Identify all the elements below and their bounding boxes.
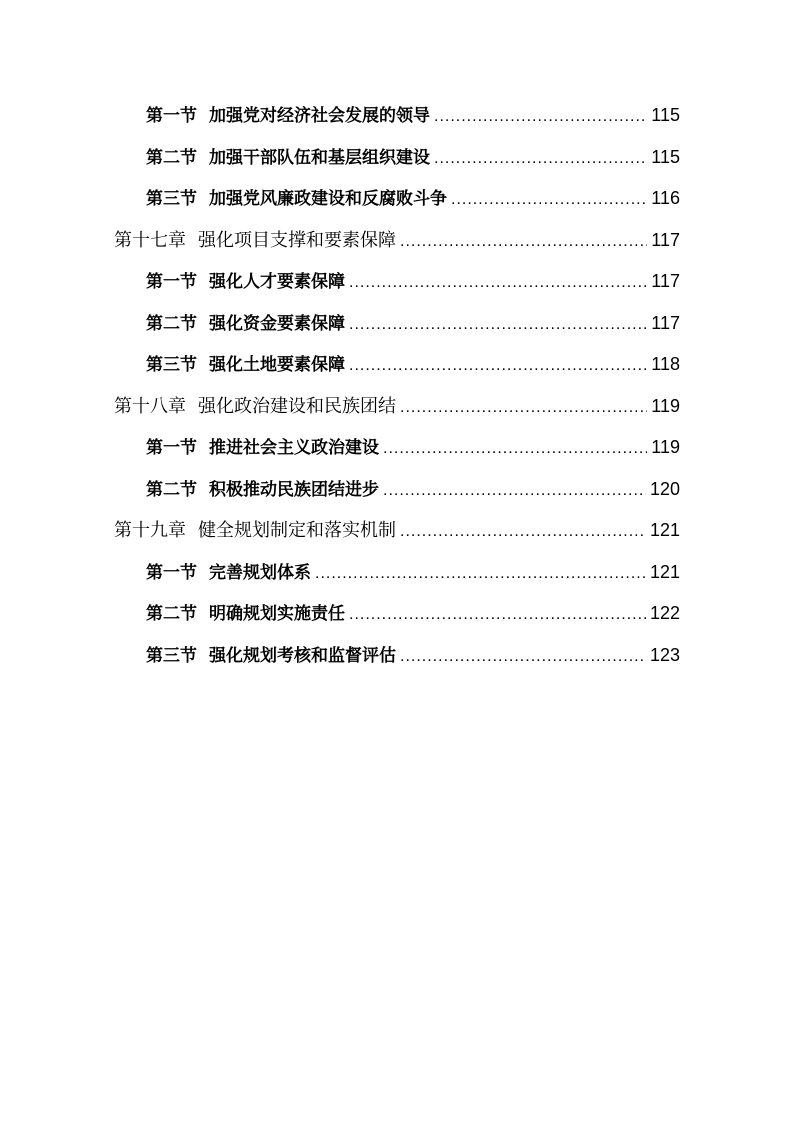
toc-entry-page: 115 <box>651 105 680 125</box>
toc-entry[interactable] <box>146 552 680 594</box>
toc-chapter-entry[interactable] <box>114 510 680 552</box>
toc-entry-title: 推进社会主义政治建设 <box>209 438 379 458</box>
toc-entry-page: 122 <box>649 603 680 623</box>
toc-entry-title: 强化资金要素保障 <box>209 313 345 334</box>
leader-dots <box>434 138 647 180</box>
toc-entry-number: 第三节 <box>146 189 197 209</box>
leader-dots <box>349 304 647 346</box>
toc-entry-number: 第十八章 <box>114 395 186 417</box>
toc-entry-title: 加强党风廉政建设和反腐败斗争 <box>209 189 447 209</box>
toc-entry-title: 强化规划考核和监督评估 <box>209 645 396 666</box>
toc-entry-title: 强化项目支撑和要素保障 <box>198 229 396 251</box>
leader-dots <box>349 262 647 304</box>
toc-entry-title: 强化土地要素保障 <box>209 355 345 375</box>
toc-entry-page: 120 <box>649 478 680 499</box>
toc-entry-title: 明确规划实施责任 <box>209 604 345 624</box>
toc-entry-page: 119 <box>651 395 680 416</box>
toc-entry-page: 117 <box>651 271 680 291</box>
toc-entry-page: 117 <box>651 312 680 333</box>
toc-entry-title: 加强干部队伍和基层组织建设 <box>209 147 430 168</box>
toc-entry-title: 强化人才要素保障 <box>209 272 345 292</box>
leader-dots <box>451 179 647 221</box>
toc-entry-page: 118 <box>651 354 680 374</box>
leader-dots <box>400 511 646 553</box>
toc-entry[interactable] <box>146 427 680 469</box>
leader-dots <box>383 428 647 470</box>
leader-dots <box>400 636 646 678</box>
toc-entry-page: 119 <box>651 437 680 457</box>
leader-dots <box>434 96 647 138</box>
toc-entry[interactable] <box>146 95 680 137</box>
toc-entry-title: 强化政治建设和民族团结 <box>198 395 396 417</box>
toc-entry[interactable] <box>146 303 680 345</box>
toc-entry-number: 第一节 <box>146 562 197 583</box>
toc-entry-title: 加强党对经济社会发展的领导 <box>209 106 430 126</box>
toc-entry-number: 第三节 <box>146 355 197 375</box>
toc-entry-number: 第一节 <box>146 106 197 126</box>
toc-entry[interactable] <box>146 137 680 179</box>
toc-entry-title: 积极推动民族团结进步 <box>209 479 379 500</box>
toc-entry-number: 第十九章 <box>114 520 186 541</box>
toc-entry[interactable] <box>146 593 680 635</box>
toc-entry-number: 第二节 <box>146 147 197 168</box>
leader-dots <box>400 387 647 429</box>
toc-entry-number: 第一节 <box>146 272 197 292</box>
toc-entry-number: 第二节 <box>146 479 197 500</box>
toc-entry-title: 健全规划制定和落实机制 <box>198 520 396 541</box>
toc-chapter-entry[interactable] <box>114 386 680 428</box>
leader-dots <box>400 221 647 263</box>
toc-entry[interactable] <box>146 344 680 386</box>
toc-entry-page: 123 <box>649 644 680 665</box>
toc-entry-number: 第十七章 <box>114 229 186 251</box>
toc-entry-page: 121 <box>649 520 680 540</box>
toc-entry[interactable] <box>146 178 680 220</box>
toc-entry-title: 完善规划体系 <box>209 562 311 583</box>
toc-entry-page: 115 <box>651 146 680 167</box>
leader-dots <box>349 345 647 387</box>
leader-dots <box>383 470 646 512</box>
toc-entry[interactable] <box>146 469 680 511</box>
toc-entry-number: 第二节 <box>146 604 197 624</box>
toc-entry[interactable] <box>146 635 680 677</box>
leader-dots <box>315 553 646 595</box>
toc-entry-page: 116 <box>651 188 680 208</box>
toc-entry-page: 121 <box>649 561 680 582</box>
toc-entry-number: 第三节 <box>146 645 197 666</box>
toc-chapter-entry[interactable] <box>114 220 680 262</box>
toc-entry-number: 第一节 <box>146 438 197 458</box>
leader-dots <box>349 594 646 636</box>
toc-entry-page: 117 <box>651 229 680 250</box>
toc-entry-number: 第二节 <box>146 313 197 334</box>
toc-entry[interactable] <box>146 261 680 303</box>
